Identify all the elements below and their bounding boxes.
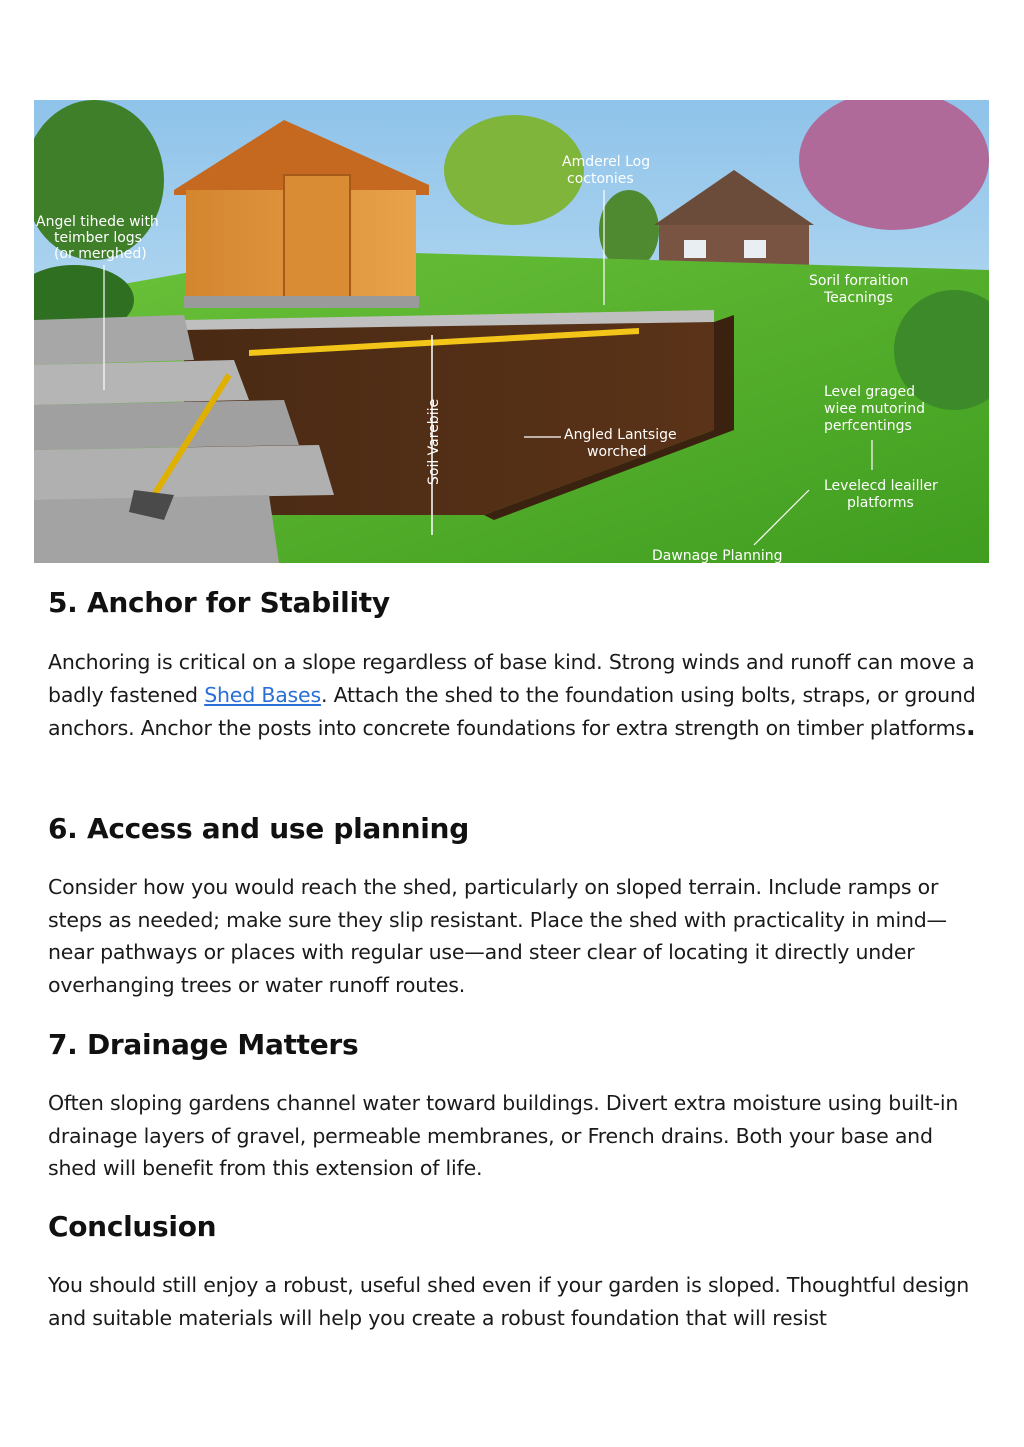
svg-text:Angled Lantsige: Angled Lantsige — [564, 427, 677, 443]
anchor-text-after: . Attach the shed to the foundation using bolts, straps, or ground anchors. Anchor the posts into concrete foundations for extra strength on timber platforms — [48, 682, 976, 740]
svg-text:coctonies: coctonies — [567, 171, 634, 187]
section-heading-drainage: 7. Drainage Matters — [48, 1028, 359, 1061]
svg-text:perfcentings: perfcentings — [824, 418, 912, 434]
svg-text:wiee mutorind: wiee mutorind — [824, 401, 925, 417]
svg-text:Soil Varebiie: Soil Varebiie — [426, 398, 442, 485]
svg-text:platforms: platforms — [847, 495, 914, 511]
svg-text:Soril forraition: Soril forraition — [809, 273, 909, 289]
section-text-access: Consider how you would reach the shed, particularly on sloped terrain. Include ramps or steps as needed; make sure they slip resistant. Place the shed with practicality in mind—near pathways or places with regular use—and steer clear of locating it directly under overhanging trees or water runoff routes. — [48, 875, 947, 997]
label-bottom — [652, 548, 783, 563]
illustration-svg — [34, 100, 989, 563]
section-heading-conclusion: Conclusion — [48, 1210, 217, 1243]
section-text-drainage: Often sloping gardens channel water toward buildings. Divert extra moisture using built-in drainage layers of gravel, permeable membranes, or French drains. Both your base and shed will benefit from this extension of life. — [48, 1091, 959, 1180]
label-vertical — [426, 399, 442, 485]
svg-text:Amderel Log: Amderel Log — [562, 154, 651, 170]
svg-text:Dawnage Planning: Dawnage Planning — [652, 548, 783, 563]
svg-text:worched: worched — [587, 444, 647, 460]
svg-text:Angel tihede with: Angel tihede with — [36, 214, 159, 230]
svg-text:Teacnings: Teacnings — [824, 290, 893, 306]
section-text-conclusion: You should still enjoy a robust, useful shed even if your garden is sloped. Thoughtful design and suitable materials will help you create a robust foundation that will resist — [48, 1273, 970, 1330]
label-right-mid — [824, 384, 925, 434]
section-heading-access: 6. Access and use planning — [48, 812, 469, 845]
svg-text:teimber logs: teimber logs — [54, 230, 142, 246]
svg-text:Level graged: Level graged — [824, 384, 916, 400]
shed-bases-link[interactable]: Shed Bases — [204, 682, 321, 707]
shed-base-illustration — [34, 100, 989, 563]
section-heading-anchor: 5. Anchor for Stability — [48, 586, 390, 619]
anchor-end-mark: . — [965, 712, 976, 742]
label-top-left — [36, 214, 159, 262]
anchor-text-before: Anchoring is critical on a slope regardless of base kind. Strong winds and runoff can move a badly fastened — [48, 650, 975, 707]
svg-text:(or merghed): (or merghed) — [54, 246, 147, 262]
svg-text:Levelecd leailler: Levelecd leailler — [824, 478, 938, 494]
section-text-anchor — [48, 646, 978, 745]
